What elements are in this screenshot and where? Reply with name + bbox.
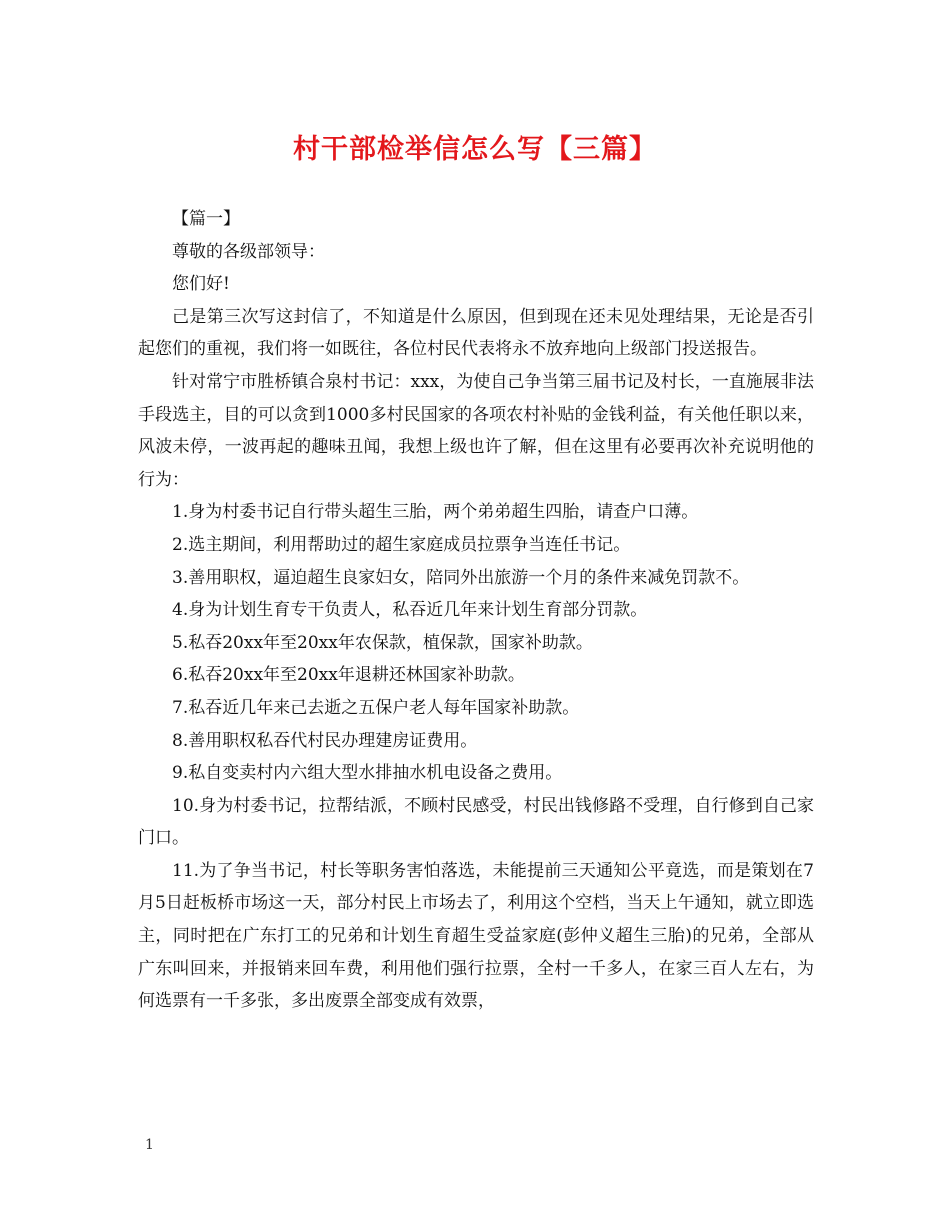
list-item: 8.善用职权私吞代村民办理建房证费用。 (172, 730, 478, 751)
greeting: 您们好! (172, 274, 230, 295)
list-item: 9.私自变卖村内六组大型水排抽水机电设备之费用。 (172, 763, 563, 784)
list-item: 2.选主期间，利用帮助过的超生家庭成员拉票争当连任书记。 (172, 534, 631, 555)
salutation: 尊敬的各级部领导： (172, 241, 325, 262)
document-title: 村干部检举信怎么写【三篇】 (293, 134, 657, 165)
list-item: 7.私吞近几年来己去逝之五保户老人每年国家补助款。 (172, 697, 580, 718)
document-body (138, 203, 814, 1018)
list-item: 10.身为村委书记，拉帮结派，不顾村民感受，村民出钱修路不受理，自行修到自己家门口。 (138, 795, 814, 849)
section-heading: 【篇一】 (172, 209, 240, 229)
subject-paragraph: 针对常宁市胜桥镇合泉村书记：xxx，为使自己争当第三届书记及村长，一直施展非法手段选主，目的可以贪到1000多村民国家的各项农村补贴的金钱利益，有关他任职以来，风波未停，一波再起的趣味丑闻，我想上级也许了解，但在这里有必要再次补充说明他的行为： (138, 371, 814, 490)
list-item: 3.善用职权，逼迫超生良家妇女，陪同外出旅游一个月的条件来减免罚款不。 (172, 567, 750, 588)
list-item: 11.为了争当书记，村长等职务害怕落选，未能提前三天通知公平竟选，而是策划在7月5日赶板桥市场这一天，部分村民上市场去了，利用这个空档，当天上午通知，就立即选主，同时把在广东打工的兄弟和计划生育超生受益家庭(彭仲义超生三胎)的兄弟，全部从广东叫回来，并报销来回车费，利用他们强行拉票，全村一千多人，在家三百人左右，为何选票有一千多张，多出废票全部变成有效票， (138, 860, 814, 1012)
intro-paragraph: 己是第三次写这封信了，不知道是什么原因，但到现在还未见处理结果，无论是否引起您们的重视，我们将一如既往，各位村民代表将永不放弃地向上级部门投送报告。 (138, 306, 814, 360)
list-item: 1.身为村委书记自行带头超生三胎，两个弟弟超生四胎，请查户口薄。 (172, 502, 699, 523)
list-item: 4.身为计划生育专干负责人，私吞近几年来计划生育部分罚款。 (172, 600, 648, 621)
list-item: 5.私吞20xx年至20xx年农保款，植保款，国家补助款。 (172, 632, 593, 653)
page-number: 1 (145, 1137, 154, 1153)
list-item: 6.私吞20xx年至20xx年退耕还林国家补助款。 (172, 665, 525, 686)
